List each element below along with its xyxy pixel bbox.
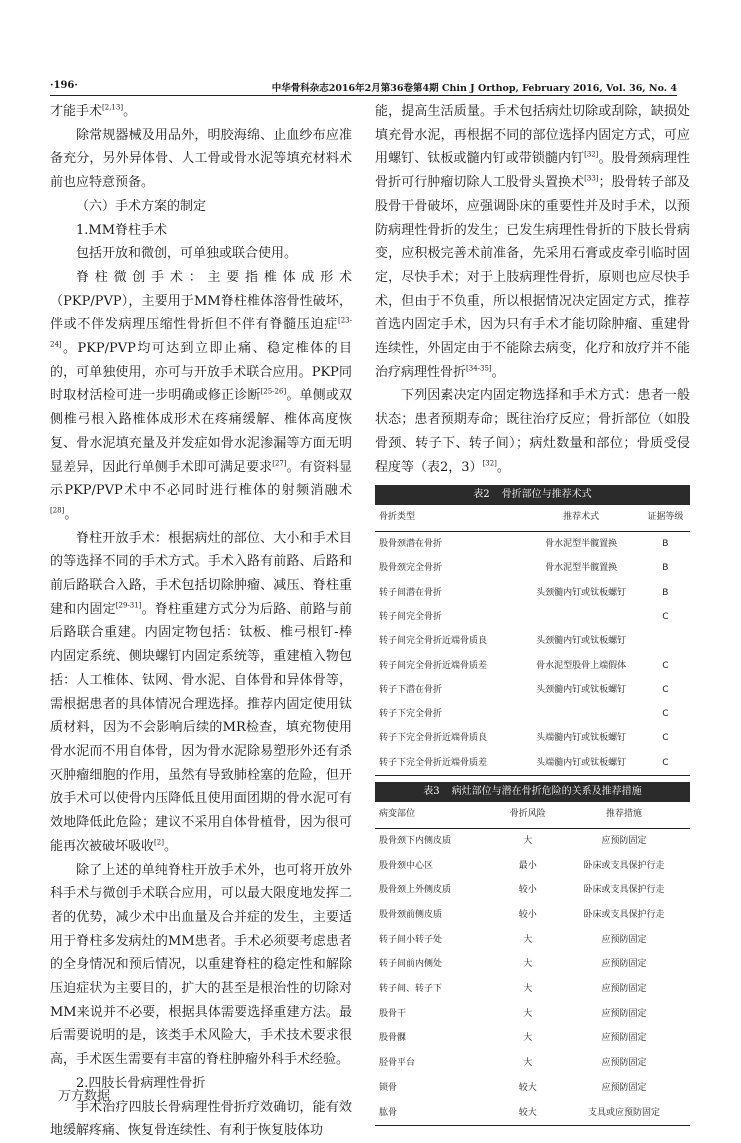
column-header: 证据等级	[641, 505, 690, 531]
table-cell: 应预防固定	[601, 934, 647, 945]
paragraph: 能，提高生活质量。手术包括病灶切除或刮除，缺损处填充骨水泥，再根据不同的部位选择内固定方式，可应用螺钉、钛板或髓内钉或带锁髓内钉[32]。股骨颈病理性骨折可行肿瘤切除人工股骨头置换术[33]；股骨转子部及股骨干骨破坏，应强调卧床的重要性并及时手术，以预防病理性骨折的发生；已发生病理性骨折的下肢长骨病变，应积极完善术前准备，先采用石膏或皮牵引临时固定，尽快手术；对于上肢病理性骨折，原则也应尽快手术，但由于不负重，所以根据情况决定固定方式，推荐首选内固定手术，因为只有手术才能切除肿瘤、重建骨连续性，外固定由于不能除去病变，化疗和放疗并不能治疗病理性骨折[34-35]。	[375, 104, 690, 380]
table-row	[375, 1001, 690, 1026]
right-column	[375, 100, 690, 1126]
table-cell	[641, 629, 690, 653]
table-row	[375, 828, 690, 853]
table-cell: 股骨颈前侧皮质	[379, 910, 443, 921]
table-cell: 卧床或支具保护行走	[583, 860, 665, 871]
table-row	[375, 903, 690, 928]
table-row	[375, 702, 690, 726]
paragraph: 才能手术[2,13]。	[50, 103, 137, 119]
table-row	[375, 1051, 690, 1076]
table-cell: 头端髓内钉或钛板螺钉	[536, 733, 627, 744]
table-row	[375, 977, 690, 1002]
table-row	[375, 653, 690, 677]
table-cell: 大	[523, 1033, 533, 1044]
table-cell: 最小	[518, 860, 537, 871]
table-cell: 胫骨平台	[379, 1058, 416, 1069]
table-row	[375, 1076, 690, 1101]
table-2-title: 表2 骨折部位与推荐术式	[375, 485, 690, 505]
paragraph: 手术治疗四肢长骨病理性骨折疗效确切，能有效地缓解疼痛、恢复骨连续性、有利于恢复肢体功	[50, 1099, 352, 1139]
table-cell: 骨水泥型半髋置换	[545, 539, 618, 550]
journal-header: 中华骨科杂志2016年2月第36卷第4期 Chin J Orthop, February 2016, Vol. 36, No. 4	[271, 83, 677, 94]
section-heading: （六）手术方案的制定	[76, 198, 207, 214]
table-cell: C	[641, 751, 690, 776]
table-cell: 应预防固定	[601, 1008, 647, 1019]
table-cell: 头颈髓内钉或钛板螺钉	[536, 587, 627, 598]
table-cell: 较大	[497, 1100, 557, 1125]
table-cell: 股骨髁	[379, 1033, 407, 1044]
table-cell: 股骨颈完全骨折	[379, 563, 443, 574]
table-cell: 大	[523, 959, 533, 970]
table-cell: 头端髓内钉或钛板螺钉	[521, 751, 640, 776]
table-cell: 大	[523, 835, 533, 846]
citation: [32]	[584, 151, 599, 160]
paragraph: 下列因素决定内固定物选择和手术方式：患者一般状态；患者预期寿命；既往治疗反应；骨折部位（如股骨颈、转子下、转子间）；病灶数量和部位；骨质受侵程度等（表2，3）[32]。	[375, 388, 690, 475]
table-cell: B	[662, 563, 669, 574]
table-cell: 肱骨	[375, 1100, 497, 1125]
table-cell: 应预防固定	[601, 1033, 647, 1044]
table-cell: 股骨颈上外侧皮质	[379, 885, 452, 896]
column-header: 推荐措施	[558, 802, 690, 828]
table-cell	[521, 702, 640, 726]
table-cell: 转子下潜在骨折	[379, 684, 443, 695]
table-cell: 较小	[518, 910, 537, 921]
left-column	[50, 100, 352, 1143]
table-row	[375, 1026, 690, 1051]
table-cell: 应预防固定	[601, 1058, 647, 1069]
table-row	[375, 629, 690, 653]
table-cell: 转子下完全骨折近端骨质良	[379, 733, 488, 744]
table-cell: 大	[523, 1058, 533, 1069]
table-cell: 较大	[518, 1082, 537, 1093]
paragraph: 除了上述的单纯脊柱开放手术外，也可将开放外科手术与微创手术联合应用，可以最大限度地发挥二者的优势，减少术中出血量及合并症的发生，主要适用于脊柱多发病灶的MM患者。手术必须要考虑患者的全身情况和预后情况，以重建脊柱的稳定性和解除压迫症状为主要目的，扩大的甚至是根治性的切除对MM来说并不必要，根据具体需要选择重建方法。最后需要说明的是，该类手术风险大，手术技术要求很高，手术医生需要有丰富的脊柱肿瘤外科手术经验。	[50, 862, 352, 1068]
table-cell: 转子间完全骨折近端骨质差	[379, 660, 488, 671]
table-2-grid	[375, 505, 690, 776]
paragraph: 脊柱开放手术：根据病灶的部位、大小和手术目的等选择不同的手术方式。手术入路有前路、后路和前后路联合入路，手术包括切除肿瘤、减压、脊柱重建和内固定[29-31]。脊柱重建方式分为后路、前路与前后路联合重建。内固定物包括：钛板、椎弓根钉-棒内固定系统、侧块螺钉内固定系统等，重建植入物包括：人工椎体、钛网、骨水泥、自体骨和异体骨等，需根据患者的具体情况合理选择。推荐内固定使用钛质材料，因为不会影响后续的MR检查，填充物使用骨水泥而不用自体骨，因为骨水泥除易塑形外还有杀灭肿瘤细胞的作用，虽然有导致肺栓塞的危险，但开放手术可以使骨内压降低且使用面团期的骨水泥可有效地降低此危险；建议不采用自体骨植骨，因为很可能再次被破坏吸收[2]。	[50, 530, 352, 854]
table-cell: C	[662, 733, 669, 744]
table-2	[375, 485, 690, 776]
table-cell: C	[662, 611, 669, 622]
table-row	[375, 531, 690, 556]
column-header: 骨折类型	[375, 505, 521, 531]
table-3-title: 表3 病灶部位与潜在骨折危险的关系及推荐措施	[375, 782, 690, 802]
table-cell: C	[662, 709, 669, 720]
paragraph: 除常规器械及用品外，明胶海绵、止血纱布应准备充分，另外异体骨、人工骨或骨水泥等填充材料术前也应特意预备。	[50, 127, 352, 191]
table-cell: 股骨干	[379, 1008, 407, 1019]
table-cell: 转子间前内侧处	[379, 959, 443, 970]
column-header: 骨折风险	[497, 802, 557, 828]
table-row	[375, 678, 690, 702]
table-cell: 转子间小转子处	[379, 934, 443, 945]
table-cell: 大	[523, 1008, 533, 1019]
table-cell: 骨水泥型股骨上端假体	[536, 660, 627, 671]
table-cell: 股骨颈潜在骨折	[379, 539, 443, 550]
table-cell: 应预防固定	[601, 1082, 647, 1093]
citation: [33]	[584, 174, 599, 183]
table-cell: 大	[523, 984, 533, 995]
table-cell: 支具或应预防固定	[558, 1100, 690, 1125]
table-cell: 锁骨	[379, 1082, 398, 1093]
table-row	[375, 751, 690, 776]
table-row	[375, 878, 690, 903]
table-row	[375, 581, 690, 605]
table-cell: 转子间潜在骨折	[379, 587, 443, 598]
table-cell: 转子间、转子下	[379, 984, 443, 995]
table-cell: 转子下完全骨折近端骨质差	[375, 751, 521, 776]
table-cell: 卧床或支具保护行走	[583, 885, 665, 896]
table-row	[375, 726, 690, 750]
table-cell: B	[662, 539, 669, 550]
column-header: 推荐术式	[521, 505, 640, 531]
table-row	[375, 952, 690, 977]
subsection-heading: 1.MM脊柱手术	[76, 222, 168, 238]
header-rule	[50, 95, 677, 96]
citation: [34-35]	[466, 364, 492, 373]
table-row	[375, 927, 690, 952]
citation: [2,13]	[102, 103, 124, 112]
table-cell: 应预防固定	[601, 835, 647, 846]
table-cell: 股骨颈中心区	[379, 860, 434, 871]
table-cell: 头颈髓内钉或钛板螺钉	[536, 684, 627, 695]
table-cell: C	[662, 660, 669, 671]
table-cell: 骨水泥型半髋置换	[545, 563, 618, 574]
column-header: 病变部位	[375, 802, 497, 828]
table-3	[375, 782, 690, 1126]
table-cell	[521, 605, 640, 629]
table-cell: 较小	[518, 885, 537, 896]
watermark: 万方数据	[58, 1089, 111, 1104]
citation: [28]	[50, 506, 65, 515]
citation: [23-24]	[50, 317, 352, 349]
table-cell: 应预防固定	[601, 959, 647, 970]
citation: [32]	[482, 459, 497, 468]
table-row	[375, 853, 690, 878]
citation: [25-26]	[260, 388, 287, 397]
table-3-grid	[375, 802, 690, 1126]
table-cell: C	[662, 684, 669, 695]
citation: [2]	[154, 838, 164, 847]
paragraph: 脊柱微创手术：主要指椎体成形术（PKP/PVP），主要用于MM脊柱椎体溶骨性破坏，伴或不伴发病理压缩性骨折但不伴有脊髓压迫症[23-24]。PKP/PVP均可达到立即止痛、稳定椎体的目的，可单独使用，亦可与开放手术联合应用。PKP同时取材活检可进一步明确或修正诊断[25-26]。单侧或双侧椎弓根入路椎体成形术在疼痛缓解、椎体高度恢复、骨水泥填充量及并发症如骨水泥渗漏等方面无明显差异，因此行单侧手术即可满足要求[27]。有资料显示PKP/PVP术中不必同时进行椎体的射频消融术[28]。	[50, 269, 352, 522]
table-row	[375, 605, 690, 629]
table-row	[375, 556, 690, 580]
table-cell: 头颈髓内钉或钛板螺钉	[536, 636, 627, 647]
page-number: ·196·	[50, 80, 78, 91]
paragraph: 包括开放和微创，可单独或联合使用。	[76, 246, 298, 262]
citation: [29-31]	[115, 601, 142, 610]
table-cell: 卧床或支具保护行走	[583, 910, 665, 921]
table-cell: 应预防固定	[601, 984, 647, 995]
table-cell: 转子间完全骨折近端骨质良	[379, 636, 488, 647]
table-cell: B	[662, 587, 669, 598]
table-cell: 转子下完全骨折	[379, 709, 443, 720]
subsection-heading: 2.四肢长骨病理性骨折	[76, 1075, 206, 1091]
table-cell: 大	[523, 934, 533, 945]
table-cell: 转子间完全骨折	[379, 611, 443, 622]
table-cell: 股骨颈下内侧皮质	[379, 835, 452, 846]
citation: [27]	[272, 459, 287, 468]
